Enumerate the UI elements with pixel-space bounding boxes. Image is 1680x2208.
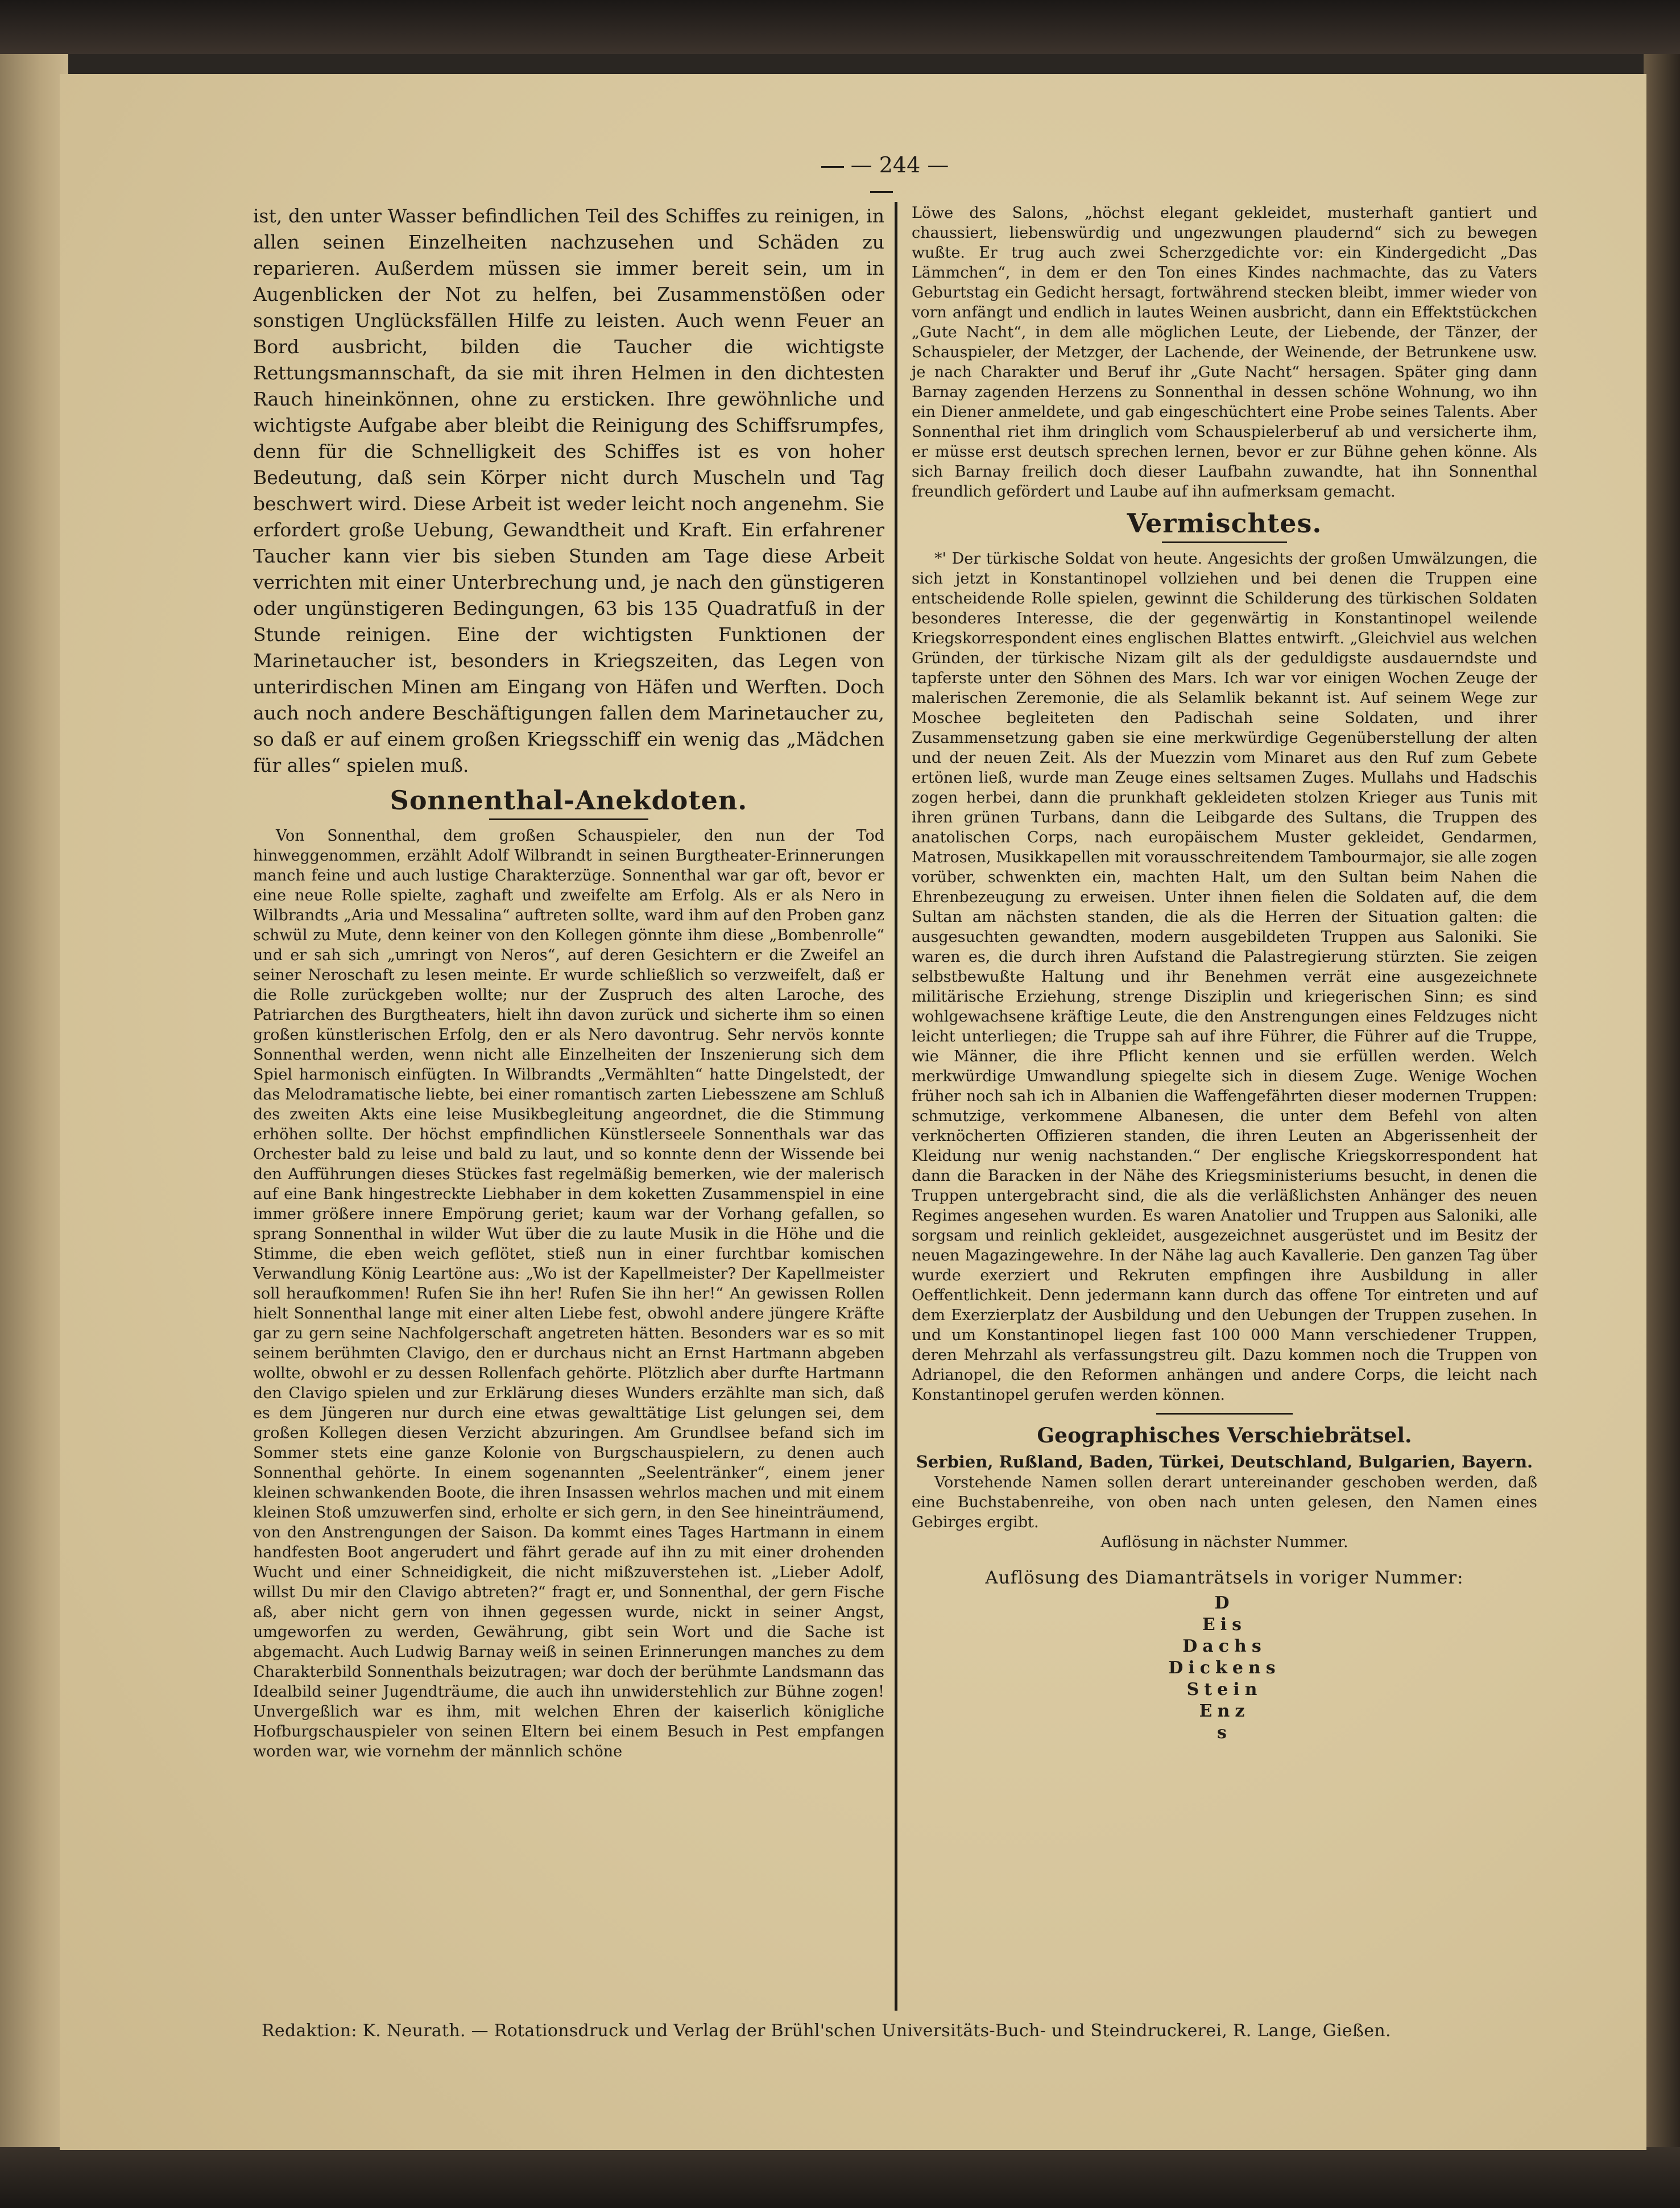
scan-background-bottom — [0, 2147, 1680, 2208]
sonnenthal-heading: Sonnenthal-Anekdoten. — [390, 785, 748, 816]
section-divider — [1156, 1413, 1293, 1415]
diamond-row: Eis — [1202, 1615, 1247, 1635]
vermischtes-article-text: *' Der türkische Soldat von heute. Angesichts der großen Umwälzungen, die sich jetzt in Konstantinopel vollziehen und bei denen die Truppen eine entscheidende Rolle spielen, gewinnt die Schilderung des türkischen Soldaten besonderes Interesse, die der gegenwärtig in Konstantinopel weilende Kriegskorrespondent eines englischen Blattes entwirft. „Gleichviel aus welchen Gründen, der türkische Nizam gilt als der geduldigste ausdauerndste und tapferste unter den Söhnen des Mars. Ich war vor einigen Wochen Zeuge der malerischen Zeremonie, die als Selamlik bekannt ist. Auf seinem Wege zur Moschee begleiteten den Padischah seine Soldaten, und ihrer Zusammensetzung gaben sie eine merkwürdige Gegenüberstellung der alten und der neuen Zeit. Als der Muezzin vom Minaret aus den Ruf zum Gebete ertönen ließ, wurde man Zeuge eines seltsamen Zuges. Mullahs und Hadschis zogen herbei, dann die prunkhaft gekleideten stolzen Krieger aus Tunis mit ihren grünen Turbans, dann die Leibgarde des Sultans, die Truppen des anatolischen Corps, nach europäischem Muster gekleidet, Gendarmen, Matrosen, Musikkapellen mit vorausschreitendem Tambourmajor, sie alle zogen vorüber, schwenkten ein, machten Halt, um den Sultan beim Nahen die Ehrenbezeugung zu erweisen. Unter ihnen fielen die Soldaten auf, die dem Sultan am nächsten standen, die als die Herren der Situation galten: die ausgesuchten gewandten, modern ausgebildeten Truppen aus Saloniki. Sie waren es, die durch ihren Aufstand die Palastregierung stürzten. Sie zeigen selbstbewußte Haltung und ihr Benehmen verrät eine ausgezeichnete militärische Erziehung, strenge Disziplin und kriegerischen Sinn; es sind wohlgewachsene kräftige Leute, die den Anstrengungen eines Feldzuges nicht leicht unterliegen; die Truppe sah auf ihre Führer, die Führer auf die Truppe, wie Männer, die ihre Pflicht kennen und sie erfüllen werden. Welch merkwürdige Umwandlung spiegelte sich in diesem Zuge. Wenige Wochen früher noch sah ich in Albanien die Waffengefährten dieser modernen Truppen: schmutzige, verkommene Albanesen, die unter dem Befehl von alten verknöcherten Offizieren standen, die ihren Leuten an Abgerissenheit der Kleidung nur wenig nachstanden.“ Der englische Kriegskorrespondent hat dann die Baracken in der Nähe des Kriegsministeriums besucht, in denen die Truppen untergebracht sind, die als die verläßlichsten Anhänger des neuen Regimes angesehen wurden. Es waren Anatolier und Truppen aus Saloniki, alle sorgsam und reinlich gekleidet, ausgezeichnet ausgerüstet und im Besitz der neuen Magazingewehre. In der Nähe lag auch Kavallerie. Den ganzen Tag über wurde exerziert und Rekruten empfingen ihre Ausbildung in aller Oeffentlichkeit. Denn jedermann kann durch das offene Tor eintreten und auf dem Exerzierplatz der Ausbildung und den Uebungen der Truppen zusehen. In und um Konstantinopel liegen fast 100 000 Mann verschiedener Truppen, deren Mehrzahl als verfassungstreu gilt. Dazu kommen noch die Truppen von Adrianopel, die den Reformen anhängen und andere Corps, die leicht nach Konstantinopel gerufen werden können. — [912, 550, 1537, 1404]
puzzle-solution-note: Auflösung in nächster Nummer. — [1100, 1533, 1348, 1551]
right-column — [912, 203, 1537, 1744]
diamond-solution-heading: Auflösung des Diamanträtsels in voriger Nummer: — [985, 1568, 1464, 1588]
diamond-puzzle-solution — [912, 1593, 1537, 1744]
column-divider — [895, 202, 897, 2011]
left-column — [253, 203, 884, 1762]
puzzle-instructions: Vorstehende Namen sollen derart untereinander geschoben werden, daß eine Buchstabenreihe, von oben nach unten gelesen, den Namen eines Gebirges ergibt. — [912, 1474, 1537, 1531]
diamond-row: Enz — [1199, 1701, 1250, 1721]
diamond-row: Stein — [1186, 1680, 1263, 1700]
heading-underline — [489, 818, 648, 820]
sonnenthal-continued-text: Löwe des Salons, „höchst elegant gekleidet, musterhaft gantiert und chaussiert, liebenswürdig und ungezwungen plaudernd“ sich zu bewegen wußte. Er trug auch zwei Scherzgedichte vor: ein Kindergedicht „Das Lämmchen“, in dem er den Ton eines Kindes nachmachte, das zu Vaters Geburtstag ein Gedicht hersagt, fortwährend stecken bleibt, immer wieder von vorn anfängt und endlich in lautes Weinen ausbricht, dann ein Effektstückchen „Gute Nacht“, in dem alle möglichen Leute, der Liebende, der Tänzer, der Schauspieler, der Metzger, der Lachende, der Weinende, der Betrunkene usw. je nach Charakter und Beruf ihr „Gute Nacht“ hersagen. Später ging dann Barnay zagenden Herzens zu Sonnenthal in dessen schöne Wohnung, wo ihn ein Diener anmeldete, und gab eingeschüchtert eine Probe seines Talents. Aber Sonnenthal riet ihm dringlich vom Schauspielerberuf ab und versicherte ihm, er müsse erst deutsch sprechen lernen, bevor er zur Bühne gehen könne. Als sich Barnay freilich doch dieser Laufbahn zuwandte, hat ihn Sonnenthal freundlich gefördert und Laube auf ihn aufmerksam gemacht. — [912, 204, 1537, 501]
diamond-row: Dickens — [1168, 1658, 1281, 1678]
diamond-row: Dachs — [1182, 1636, 1267, 1656]
sonnenthal-article-text: Von Sonnenthal, dem großen Schauspieler, den nun der Tod hinweggenommen, erzählt Adolf Wilbrandt in seinen Burgtheater-Erinnerungen manch feine und auch lustige Charakterzüge. Sonnenthal war gar oft, bevor er eine neue Rolle spielte, zaghaft und zweifelte am Erfolg. Als er als Nero in Wilbrandts „Aria und Messalina“ auftreten sollte, ward ihm auf den Proben ganz schwül zu Mute, denn keiner von den Kollegen gönnte ihm diese „Bombenrolle“ und er sah sich „umringt von Neros“, auf deren Gesichtern er die Zweifel an seiner Neroschaft zu lesen meinte. Er wurde schließlich so verzweifelt, daß er die Rolle zurückgeben wollte; nur der Zuspruch des alten Laroche, des Patriarchen des Burgtheaters, hielt ihn davon zurück und sicherte ihm so einen großen künstlerischen Erfolg, den er als Nero davontrug. Sehr nervös konnte Sonnenthal werden, wenn nicht alle Einzelheiten der Inszenierung sich dem Spiel harmonisch einfügten. In Wilbrandts „Vermählten“ hatte Dingelstedt, der das Melodramatische liebte, bei einer romantisch zarten Liebesszene am Schluß des zweiten Akts eine leise Musikbegleitung angeordnet, die die Stimmung erhöhen sollte. Der höchst empfindlichen Künstlerseele Sonnenthals war das Orchester bald zu leise und bald zu laut, und so konnte denn der Wissende bei den Aufführungen dieses Stückes fast regelmäßig bemerken, wie der malerisch auf eine Bank hingestreckte Liebhaber in dem koketten Zusammenspiel in eine immer größere innere Empörung geriet; kaum war der Vorhang gefallen, so sprang Sonnenthal in wilder Wut über die zu laute Musik in die Höhe und die Stimme, die eben weich geflötet, stieß nun in einer furchtbar komischen Verwandlung König Leartöne aus: „Wo ist der Kapellmeister? Der Kapellmeister soll heraufkommen! Rufen Sie ihn her! Rufen Sie ihn her!“ An gewissen Rollen hielt Sonnenthal lange mit einer alten Liebe fest, obwohl andere jüngere Kräfte gar zu gern seine Nachfolgerschaft angetreten hätten. Besonders war es so mit seinem berühmten Clavigo, den er durchaus nicht an Ernst Hartmann abgeben wollte, obwohl er zu dessen Rollenfach gehörte. Plötzlich aber durfte Hartmann den Clavigo spielen und zur Erklärung dieses Wunders erzählte man sich, daß es dem Jüngeren nur durch eine etwas gewalttätige List gelungen sei, dem großen Kollegen diesen Verzicht abzuringen. Am Grundlsee befand sich im Sommer stets eine ganze Kolonie von Burgschauspielern, zu denen auch Sonnenthal gehörte. In einem sogenannten „Seelentränker“, einem jener kleinen schwankenden Boote, die ihren Insassen wehrlos machen und mit einem kleinen Stoß umzuwerfen sind, erholte er sich gern, in den See hineinträumend, von den Anstrengungen der Saison. Da kommt eines Tages Hartmann in einem handfesten Boot angerudert und fährt gerade auf ihn zu mit einer drohenden Wucht und einer Schneidigkeit, die nicht mißzuverstehen ist. „Lieber Adolf, willst Du mir den Clavigo abtreten?“ fragt er, und Sonnenthal, der gern Fische aß, aber nicht gern von ihnen gegessen wurde, nickt in seiner Angst, umgeworfen zu werden, Gewährung, gibt sein Wort und die Sache ist abgemacht. Auch Ludwig Barnay weiß in seinen Erinnerungen manches zu dem Charakterbild Sonnenthals beizutragen; war doch der berühmte Landsmann das Idealbild seiner Jugendträume, die auch ihn unwiderstehlich zur Bühne zogen! Unvergeßlich war es ihm, mit welchen Ehren der kaiserlich königliche Hofburgschauspieler von seinen Eltern bei einem Besuch in Pest empfangen worden war, wie vornehm der männlich schöne — [253, 827, 884, 1760]
imprint-footer: Redaktion: K. Neurath. — Rotationsdruck und Verlag der Brühl'schen Universitäts-Buch- und Steindruckerei, R. Lange, Gießen. — [262, 2021, 1391, 2041]
page-number: — 244 — — [802, 152, 961, 202]
puzzle-names: Serbien, Rußland, Baden, Türkei, Deutschland, Bulgarien, Bayern. — [916, 1452, 1533, 1471]
diver-article-text: ist, den unter Wasser befindlichen Teil des Schiffes zu reinigen, in allen seinen Einzelheiten nachzusehen und Schäden zu reparieren. Außerdem müssen sie immer bereit sein, um in Augenblicken der Not zu helfen, bei Zusammenstößen oder sonstigen Unglücksfällen Hilfe zu leisten. Auch wenn Feuer an Bord ausbricht, bilden die Taucher die wichtigste Rettungsmannschaft, da sie mit ihren Helmen in den dichtesten Rauch hineinkönnen, ohne zu ersticken. Ihre gewöhnliche und wichtigste Aufgabe aber bleibt die Reinigung des Schiffsrumpfes, denn für die Schnelligkeit des Schiffes ist es von hoher Bedeutung, daß sein Körper nicht durch Muscheln und Tag beschwert wird. Diese Arbeit ist weder leicht noch angenehm. Sie erfordert große Uebung, Gewandtheit und Kraft. Ein erfahrener Taucher kann vier bis sieben Stunden am Tage diese Arbeit verrichten mit einer Unterbrechung und, je nach den günstigeren oder ungünstigeren Bedingungen, 63 bis 135 Quadratfuß in der Stunde reinigen. Eine der wichtigsten Funktionen der Marinetaucher ist, besonders in Kriegszeiten, das Legen von unterirdischen Minen am Eingang von Häfen und Werften. Doch auch noch andere Beschäftigungen fallen dem Marinetaucher zu, so daß er auf einem großen Kriegsschiff ein wenig das „Mädchen für alles“ spielen muß. — [253, 205, 884, 776]
diamond-row: s — [1217, 1723, 1232, 1743]
heading-underline — [1162, 541, 1287, 543]
diamond-row: D — [1214, 1593, 1235, 1613]
book-spine — [0, 54, 68, 2147]
puzzle-heading: Geographisches Verschiebrätsel. — [1037, 1424, 1412, 1448]
vermischtes-heading: Vermischtes. — [1127, 508, 1322, 539]
page-edge-shadow — [1644, 54, 1680, 2147]
scan-background-top — [0, 0, 1680, 54]
